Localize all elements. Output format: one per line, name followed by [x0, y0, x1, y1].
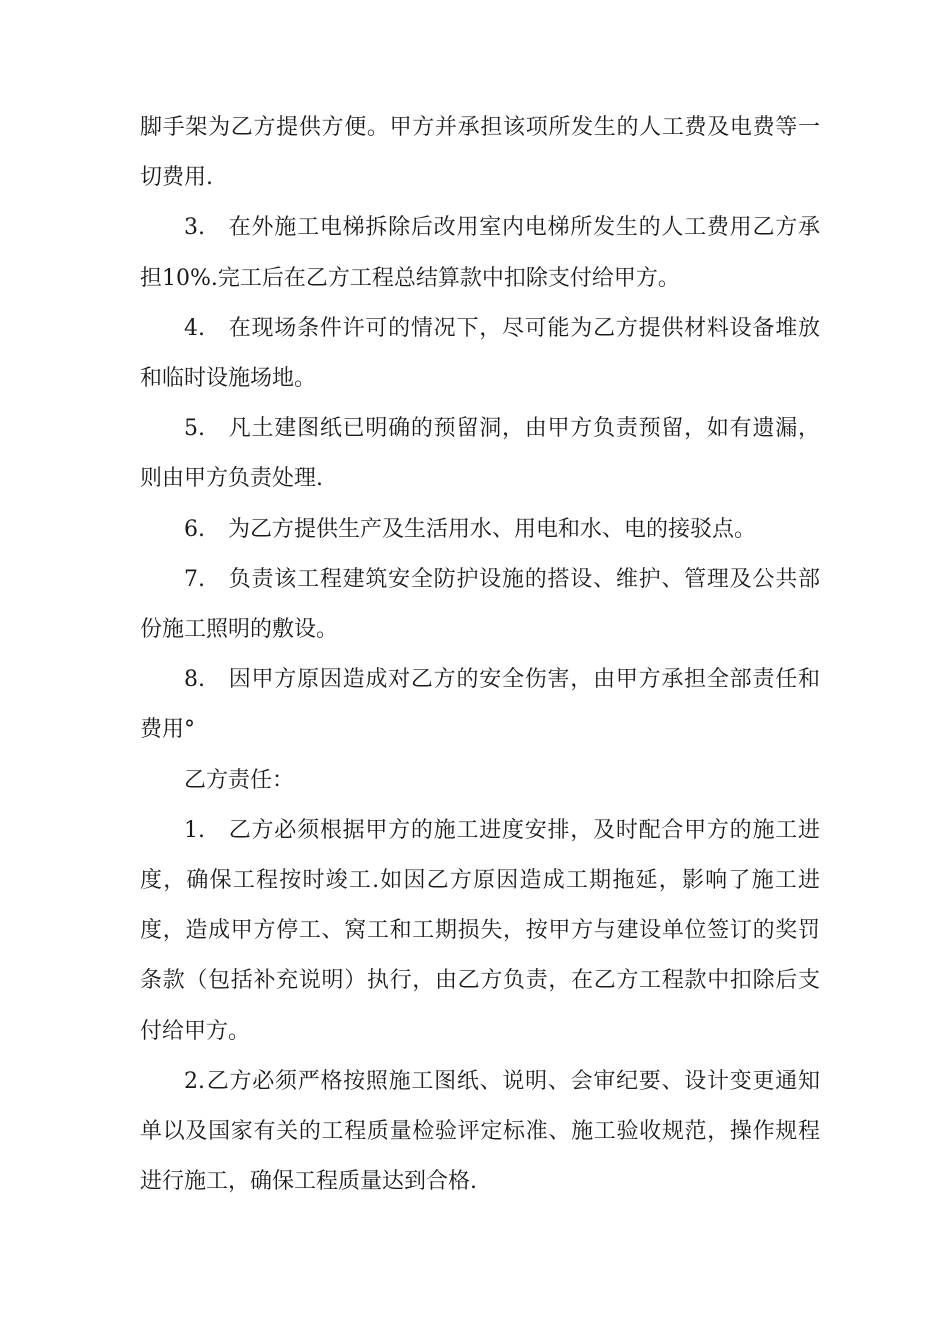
item-number: 1. — [184, 817, 205, 843]
party-a-item-3 — [140, 203, 820, 303]
item-text: 负责该工程建筑安全防护设施的搭设、维护、管理及公共部份施工照明的敷设。 — [140, 566, 820, 643]
item-text: 凡土建图纸已明确的预留洞，由甲方负责预留，如有遗漏，则由甲方负责处理. — [140, 416, 820, 492]
party-b-item-1 — [140, 806, 820, 1057]
party-a-item-8 — [140, 655, 820, 755]
item-number: 4. — [184, 315, 205, 341]
item-text: 乙方必须严格按照施工图纸、说明、会审纪要、设计变更通知单以及国家有关的工程质量检验评定标准、施工验收规范，操作规程进行施工，确保工程质量达到合格. — [140, 1068, 820, 1195]
party-b-heading: 乙方责任： — [184, 767, 295, 793]
item-text: 在外施工电梯拆除后改用室内电梯所发生的人工费用乙方承担10%.完工后在乙方工程总结算款中扣除支付给甲方。 — [140, 215, 820, 291]
party-a-item-7 — [140, 555, 820, 655]
item-text: 为乙方提供生产及生活用水、用电和水、电的接驳点。 — [228, 516, 757, 542]
party-a-item-4 — [140, 304, 820, 404]
item-number: 3. — [184, 215, 205, 241]
item-text: 乙方必须根据甲方的施工进度安排，及时配合甲方的施工进度，确保工程按时竣工.如因乙方原因造成工期拖延，影响了施工进度，造成甲方停工、窝工和工期损失，按甲方与建设单位签订的奖罚条款（包括补充说明）执行，由乙方负责，在乙方工程款中扣除后支付给甲方。 — [140, 817, 820, 1044]
party-a-item-6 — [140, 505, 820, 555]
item-number: 6. — [184, 516, 205, 542]
document-body — [140, 103, 820, 1207]
continuation-paragraph: 脚手架为乙方提供方便。甲方并承担该项所发生的人工费及电费等一切费用. — [140, 115, 820, 191]
party-a-item-5 — [140, 404, 820, 504]
item-text: 在现场条件许可的情况下，尽可能为乙方提供材料设备堆放和临时设施场地。 — [140, 315, 820, 392]
item-number: 2. — [184, 1068, 205, 1094]
item-number: 5. — [184, 416, 205, 442]
item-text: 因甲方原因造成对乙方的安全伤害，由甲方承担全部责任和费用° — [140, 667, 820, 743]
party-b-item-2 — [140, 1057, 820, 1208]
item-number: 8. — [184, 667, 205, 693]
item-number: 7. — [184, 566, 205, 592]
